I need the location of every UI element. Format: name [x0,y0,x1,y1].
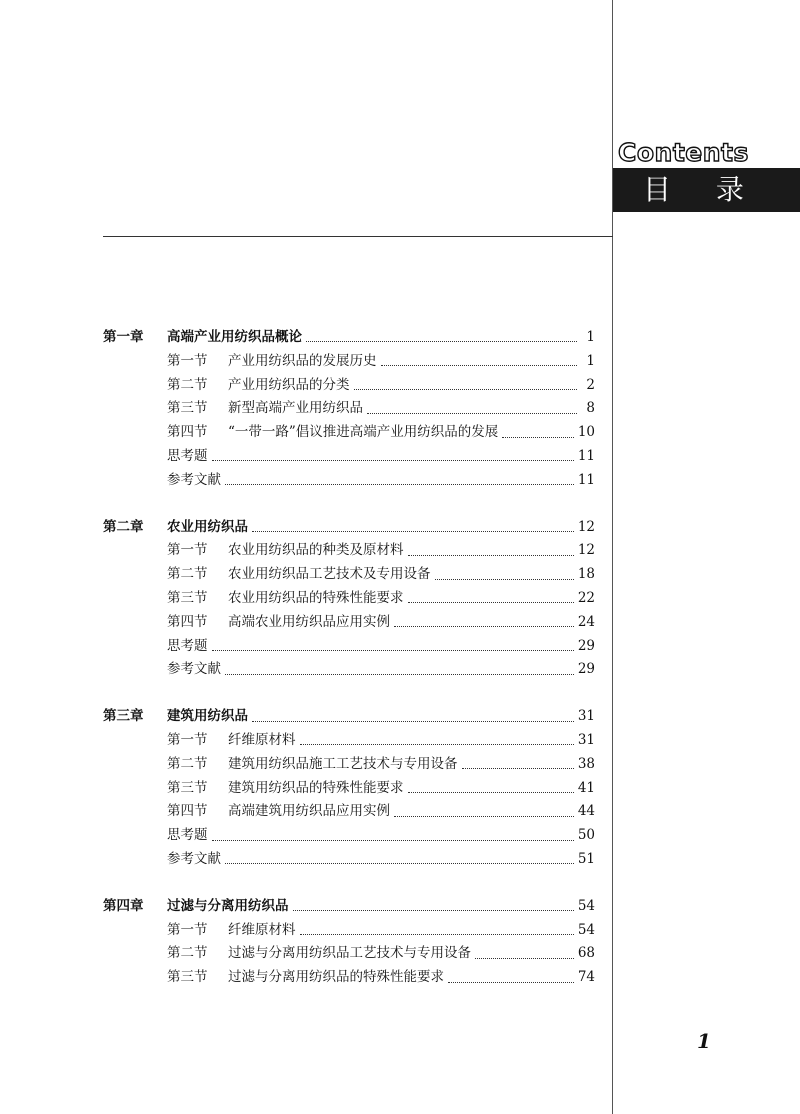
toc-entry-title: 思考题 [167,827,208,844]
toc-entry-label: 第四节 [167,803,208,820]
dot-leader [225,674,574,675]
toc-section-row[interactable] [103,445,595,469]
toc-entry-page: 8 [586,400,595,417]
toc-entry-label: 第一节 [167,921,208,938]
toc-entry-title: “一带一路”倡议推进高端产业用纺织品的发展 [228,424,499,441]
toc-section-row[interactable] [103,611,595,635]
toc-entry-label: 第四章 [103,897,144,914]
toc-chapter-row[interactable] [103,895,595,919]
toc-entry-page: 12 [577,542,595,559]
toc-entry-label: 第三节 [167,589,208,606]
toc-entry-title: 建筑用纺织品施工工艺技术与专用设备 [228,755,458,772]
dot-leader [408,555,574,556]
toc-entry-label: 第一节 [167,352,208,369]
dot-leader [306,341,577,342]
toc-entry-title: 建筑用纺织品的特殊性能要求 [228,779,404,796]
toc-entry-label: 第二章 [103,518,144,535]
toc-entry-title: 纤维原材料 [228,921,296,938]
dot-leader [435,579,574,580]
toc-section-row[interactable] [103,777,595,801]
toc-section-row[interactable] [103,350,595,374]
toc-section-row[interactable] [103,397,595,421]
toc-entry-page: 31 [577,731,595,748]
toc-entry-title: 参考文献 [167,850,221,867]
toc-chapter-row[interactable] [103,516,595,540]
dot-leader [225,863,574,864]
toc-entry-label: 第二节 [167,566,208,583]
toc-entry-title: 过滤与分离用纺织品的特殊性能要求 [228,969,444,986]
toc-entry-label: 第一节 [167,542,208,559]
dot-leader [293,910,574,911]
contents-heading-en: Contents [618,138,749,167]
toc-entry-page: 74 [577,969,595,986]
toc-entry-label: 第三章 [103,708,144,725]
toc-entry-page: 54 [577,897,595,914]
toc-entry-title: 产业用纺织品的分类 [228,376,350,393]
toc-entry-page: 10 [577,424,595,441]
toc-section-row[interactable] [103,753,595,777]
toc-entry-page: 12 [577,518,595,535]
toc-entry-page: 11 [577,471,595,488]
dot-leader [212,840,574,841]
dot-leader [394,626,574,627]
toc-entry-title: 参考文献 [167,661,221,678]
toc-section-row[interactable] [103,635,595,659]
toc-entry-title: 过滤与分离用纺织品工艺技术与专用设备 [228,945,471,962]
toc-entry-title: 思考题 [167,447,208,464]
table-of-contents [103,326,595,1013]
dot-leader [448,982,574,983]
toc-entry-page: 68 [577,945,595,962]
toc-entry-title: 纤维原材料 [228,731,296,748]
toc-entry-page: 2 [586,376,595,393]
toc-section-row[interactable] [103,374,595,398]
toc-entry-label: 第一章 [103,329,144,345]
toc-chapter-group [103,326,595,493]
toc-entry-page: 29 [577,661,595,678]
toc-entry-title: 思考题 [167,637,208,654]
toc-entry-label: 第四节 [167,424,208,441]
dot-leader [381,365,578,366]
toc-entry-title: 农业用纺织品工艺技术及专用设备 [228,566,431,583]
toc-entry-label: 第三节 [167,969,208,986]
toc-entry-title: 农业用纺织品 [167,518,248,535]
dot-leader [367,413,577,414]
toc-section-row[interactable] [103,469,595,493]
toc-entry-label: 第三节 [167,400,208,417]
toc-section-row[interactable] [103,658,595,682]
toc-entry-page: 41 [577,779,595,796]
dot-leader [212,460,574,461]
dot-leader [212,650,574,651]
dot-leader [408,792,574,793]
toc-section-row[interactable] [103,421,595,445]
toc-section-row[interactable] [103,587,595,611]
toc-chapter-row[interactable] [103,705,595,729]
toc-entry-title: 高端建筑用纺织品应用实例 [228,803,390,820]
toc-chapter-row[interactable] [103,326,595,350]
toc-section-row[interactable] [103,539,595,563]
toc-entry-title: 参考文献 [167,471,221,488]
toc-entry-page: 18 [577,566,595,583]
toc-entry-page: 50 [577,827,595,844]
toc-section-row[interactable] [103,563,595,587]
dot-leader [252,531,574,532]
toc-entry-title: 过滤与分离用纺织品 [167,897,289,914]
toc-section-row[interactable] [103,800,595,824]
dot-leader [502,437,574,438]
toc-entry-label: 第一节 [167,731,208,748]
dot-leader [300,934,574,935]
contents-heading-zh: 目 录 [643,173,762,206]
toc-section-row[interactable] [103,966,595,990]
toc-section-row[interactable] [103,942,595,966]
toc-entry-page: 11 [577,447,595,464]
toc-entry-page: 38 [577,755,595,772]
toc-entry-page: 1 [586,329,595,345]
contents-heading-bar [613,168,800,212]
toc-entry-page: 54 [577,921,595,938]
toc-entry-title: 高端产业用纺织品概论 [167,329,302,345]
toc-entry-label: 第二节 [167,945,208,962]
horizontal-rule [103,236,613,237]
toc-chapter-group [103,705,595,872]
dot-leader [252,721,574,722]
toc-entry-title: 产业用纺织品的发展历史 [228,352,377,369]
toc-entry-title: 新型高端产业用纺织品 [228,400,363,417]
toc-section-row[interactable] [103,824,595,848]
toc-entry-label: 第四节 [167,613,208,630]
toc-entry-title: 建筑用纺织品 [167,708,248,725]
toc-section-row[interactable] [103,729,595,753]
dot-leader [475,958,574,959]
toc-entry-page: 1 [586,352,595,369]
dot-leader [300,744,574,745]
toc-entry-page: 24 [577,613,595,630]
toc-entry-title: 高端农业用纺织品应用实例 [228,613,390,630]
page-number: 1 [697,1029,711,1053]
toc-entry-page: 29 [577,637,595,654]
toc-entry-page: 44 [577,803,595,820]
dot-leader [462,768,574,769]
toc-entry-page: 22 [577,589,595,606]
toc-entry-label: 第二节 [167,755,208,772]
toc-entry-title: 农业用纺织品的特殊性能要求 [228,589,404,606]
dot-leader [408,602,574,603]
toc-entry-page: 51 [577,850,595,867]
dot-leader [354,389,578,390]
toc-entry-page: 31 [577,708,595,725]
toc-chapter-group [103,516,595,683]
toc-section-row[interactable] [103,848,595,872]
toc-section-row[interactable] [103,919,595,943]
toc-entry-title: 农业用纺织品的种类及原材料 [228,542,404,559]
toc-chapter-group [103,895,595,990]
toc-entry-label: 第三节 [167,779,208,796]
dot-leader [225,484,574,485]
dot-leader [394,816,574,817]
toc-entry-label: 第二节 [167,376,208,393]
